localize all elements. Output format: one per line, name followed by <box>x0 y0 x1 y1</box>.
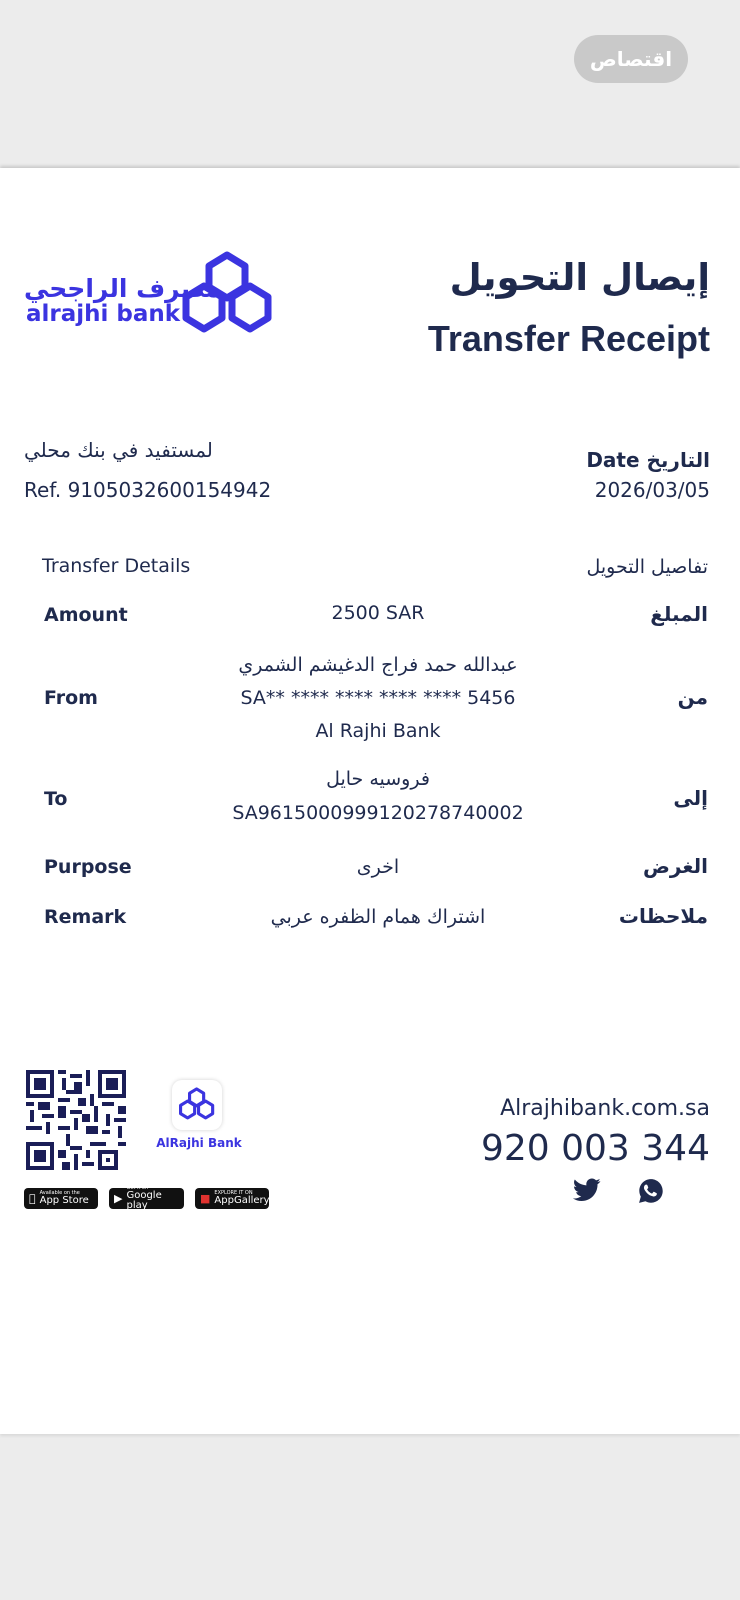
reference-number: Ref. 9105032600154942 <box>24 478 272 502</box>
twitter-icon[interactable] <box>573 1178 601 1202</box>
whatsapp-icon[interactable] <box>638 1178 664 1204</box>
app-store-label: App Store <box>33 1195 83 1206</box>
from-label-ar: من <box>677 685 708 709</box>
app-gallery-label: AppGallery <box>214 1195 270 1206</box>
remark-label-en: Remark <box>44 906 127 928</box>
receipt-title-en: Transfer Receipt <box>427 318 710 359</box>
amount-value: 2500 SAR <box>331 602 425 624</box>
google-play-badge[interactable] <box>109 1185 184 1211</box>
purpose-value: اخرى <box>356 856 400 878</box>
app-gallery-badge[interactable] <box>195 1188 269 1209</box>
from-name: عبدالله حمد فراج الدغيشم الشمري <box>238 654 518 676</box>
receipt-title-ar: إيصال التحويل <box>449 256 710 299</box>
phone-number[interactable]: 920 003 344 <box>480 1128 710 1169</box>
to-label-en: To <box>44 788 68 810</box>
bank-name-ar: مصرف الراجحي <box>24 274 221 303</box>
bank-name-en: alrajhi bank <box>26 301 181 327</box>
purpose-label-en: Purpose <box>44 856 132 878</box>
app-store-small: Available on the <box>33 1190 74 1196</box>
remark-label-ar: ملاحظات <box>618 904 708 928</box>
alrajhi-app-logo-icon <box>179 1087 215 1123</box>
google-play-label: Google play <box>126 1190 162 1211</box>
google-play-small: Get it on <box>126 1185 149 1191</box>
from-bank: Al Rajhi Bank <box>315 720 441 742</box>
date-label: التاريخ Date <box>586 448 710 472</box>
transfer-receipt <box>0 168 740 1434</box>
app-name-label: AlRajhi Bank <box>156 1136 242 1150</box>
qr-code[interactable] <box>26 1070 126 1170</box>
amount-label-en: Amount <box>44 604 128 626</box>
huawei-icon: ■ <box>200 1192 211 1205</box>
date-value: 2026/03/05 <box>594 478 710 502</box>
play-icon: ▶ <box>114 1192 123 1205</box>
section-title-ar: تفاصيل التحويل <box>586 556 708 578</box>
website-link[interactable]: Alrajhibank.com.sa <box>500 1096 710 1121</box>
beneficiary-type: لمستفيد في بنك محلي <box>24 438 213 462</box>
to-iban: SA9615000999120278740002 <box>232 802 524 824</box>
from-label-en: From <box>44 687 98 709</box>
alrajhi-logo-icon <box>182 250 274 342</box>
amount-label-ar: المبلغ <box>650 602 708 626</box>
section-title-en: Transfer Details <box>42 555 191 577</box>
from-account: SA** **** **** **** **** 5456 <box>240 687 516 709</box>
alrajhi-app-icon[interactable] <box>172 1080 222 1130</box>
to-name: فروسيه حايل <box>326 768 430 790</box>
purpose-label-ar: الغرض <box>643 854 708 878</box>
to-label-ar: إلى <box>673 786 708 810</box>
app-gallery-small: EXPLORE IT ON <box>214 1190 253 1196</box>
remark-value: اشتراك همام الظفره عربي <box>270 906 486 928</box>
app-store-badge[interactable] <box>24 1188 98 1209</box>
crop-button[interactable]: اقتصاص <box>574 35 688 83</box>
apple-icon <box>29 1193 36 1204</box>
